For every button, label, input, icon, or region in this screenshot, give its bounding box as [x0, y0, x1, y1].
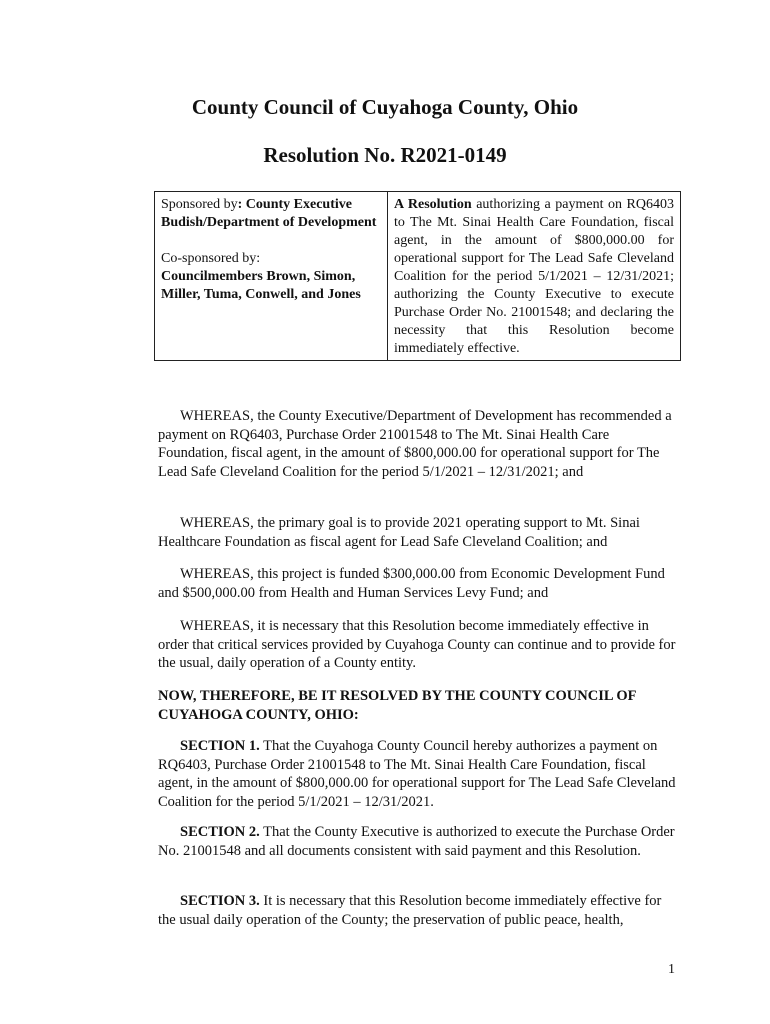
- resolution-summary-text: authorizing a payment on RQ6403 to The Mt. Sinai Health Care Foundation, fiscal agent, in the amount of $800,000.00 for operational support for The Lead Safe Cleveland Coalition for the period 5/1/2021 – 12/31/2021; authorizing the County Executive to execute Purchase Order No. 21001548; and declaring the necessity that this Resolution become immediately effective.: [394, 197, 674, 356]
- sponsor-table: [154, 191, 681, 361]
- page-number: 1: [668, 962, 675, 977]
- cosponsored-label: Co-sponsored by:: [161, 251, 261, 266]
- resolution-summary-lead: A Resolution: [394, 197, 472, 212]
- whereas-paragraph-2: WHEREAS, the primary goal is to provide 2021 operating support to Mt. Sinai Healthcare Foundation as fiscal agent for Lead Safe Cleveland Coalition; and: [158, 515, 640, 550]
- sponsored-by-name: County Executive Budish/Department of Development: [161, 197, 377, 230]
- section-3-text: It is necessary that this Resolution become immediately effective for the usual daily operation of the County; the preservation of public peace, health,: [158, 893, 662, 928]
- council-title: County Council of Cuyahoga County, Ohio: [191, 95, 579, 119]
- whereas-paragraph-1: WHEREAS, the County Executive/Department of Development has recommended a payment on RQ6403, Purchase Order 21001548 to The Mt. Sinai Health Care Foundation, fiscal agent, in the amount of $800,000.00 for operational support for The Lead Safe Cleveland Coalition for the period 5/1/2021 – 12/31/2021; and: [158, 408, 672, 480]
- whereas-paragraph-4: WHEREAS, it is necessary that this Resolution become immediately effective in order that critical services provided by Cuyahoga County can continue and to provide for the usual, daily operation of a County entity.: [158, 618, 676, 671]
- section-2-text: That the County Executive is authorized to execute the Purchase Order No. 21001548 and all documents consistent with said payment and this Resolution.: [158, 824, 675, 859]
- whereas-paragraph-3: WHEREAS, this project is funded $300,000.00 from Economic Development Fund and $500,000.00 from Health and Human Services Levy Fund; and: [158, 566, 665, 601]
- section-1-label: SECTION 1.: [180, 738, 260, 754]
- sponsored-by-colon: :: [237, 197, 246, 212]
- cosponsor-names: Councilmembers Brown, Simon, Miller, Tuma, Conwell, and Jones: [161, 269, 361, 302]
- resolution-number: Resolution No. R2021-0149: [263, 143, 507, 167]
- section-3-label: SECTION 3.: [180, 893, 260, 909]
- resolution-summary-cell: [388, 192, 681, 361]
- section-3: [158, 892, 678, 929]
- section-1-text: That the Cuyahoga County Council hereby authorizes a payment on RQ6403, Purchase Order 21001548 to The Mt. Sinai Health Care Foundation, fiscal agent, in the amount of $800,000.00 for operational support for The Lead Safe Cleveland Coalition for the period 5/1/2021 – 12/31/2021.: [158, 738, 676, 810]
- section-2-label: SECTION 2.: [180, 824, 260, 840]
- section-2: [158, 823, 678, 860]
- sponsor-cell: [155, 192, 388, 361]
- resolved-clause: NOW, THEREFORE, BE IT RESOLVED BY THE COUNTY COUNCIL OF CUYAHOGA COUNTY, OHIO:: [158, 688, 636, 723]
- sponsored-by-label: Sponsored by: [161, 197, 238, 212]
- section-1: [158, 737, 678, 811]
